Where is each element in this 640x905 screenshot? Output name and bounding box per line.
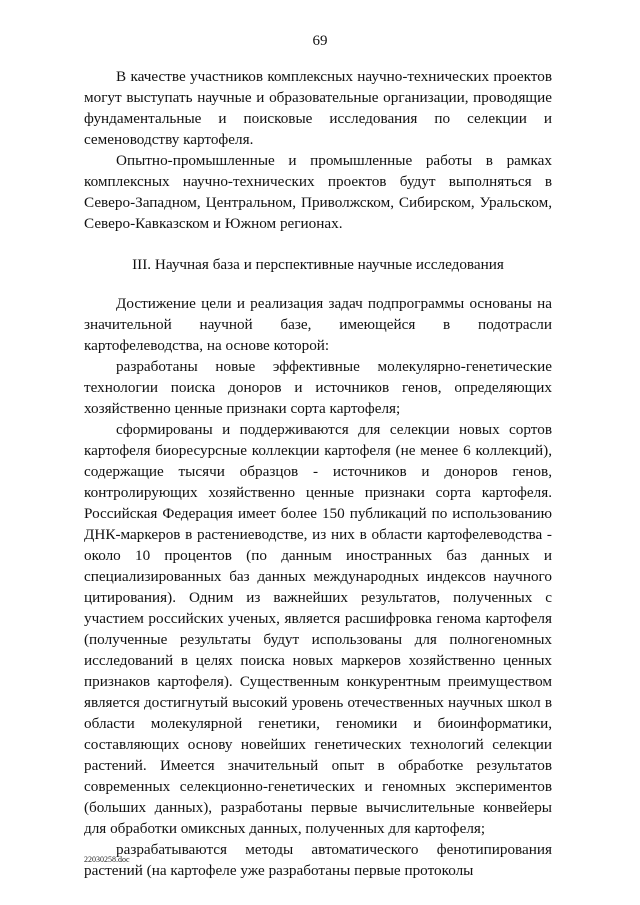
footer-file-code: 22030258.doc bbox=[84, 855, 130, 864]
section-heading: III. Научная база и перспективные научные исследования bbox=[132, 256, 504, 273]
document-body bbox=[84, 66, 552, 881]
paragraph: сформированы и поддерживаются для селекции новых сортов картофеля биоресурсные коллекции картофеля (не менее 6 коллекций), содержащие тысячи образцов - источников и доноров генов, контролирующих хозяйственно ценные признаки сорта картофеля. Российская Федерация имеет более 150 публикаций по использованию ДНК-маркеров в растениеводстве, из них в области картофелеводства - около 10 процентов (по данным иностранных баз данных и специализированных баз данных международных индексов научного цитирования). Одним из важнейших результатов, полученных с участием российских ученых, является расшифровка генома картофеля (полученные результаты будут использованы для полногеномных исследований в целях поиска новых маркеров хозяйственно ценных признаков картофеля). Существенным конкурентным преимуществом является достигнутый высокий уровень отечественных научных школ в области молекулярной генетики, геномики и биоинформатики, составляющих основу новейших генетических технологий селекции растений. Имеется значительный опыт в обработке результатов современных селекционно-генетических и геномных экспериментов (больших данных), разработаны первые вычислительные конвейеры для обработки омиксных данных, полученных для картофеля; bbox=[84, 421, 552, 837]
page-number: 69 bbox=[312, 33, 328, 49]
paragraph: Опытно-промышленные и промышленные работы в рамках комплексных научно-технических проектов будут выполняться в Северо-Западном, Центральном, Приволжском, Сибирском, Уральском, Северо-Кавказском и Южном регионах. bbox=[84, 152, 552, 232]
paragraph: разрабатываются методы автоматического фенотипирования растений (на картофеле уже разработаны первые протоколы bbox=[84, 841, 552, 879]
paragraph: В качестве участников комплексных научно-технических проектов могут выступать научные и образовательные организации, проводящие фундаментальные и поисковые исследования по селекции и семеноводству картофеля. bbox=[84, 68, 552, 148]
paragraph: Достижение цели и реализация задач подпрограммы основаны на значительной научной базе, имеющейся в подотрасли картофелеводства, на основе которой: bbox=[84, 295, 552, 354]
paragraph: разработаны новые эффективные молекулярно-генетические технологии поиска доноров и источников генов, определяющих хозяйственно ценные признаки сорта картофеля; bbox=[84, 358, 552, 417]
